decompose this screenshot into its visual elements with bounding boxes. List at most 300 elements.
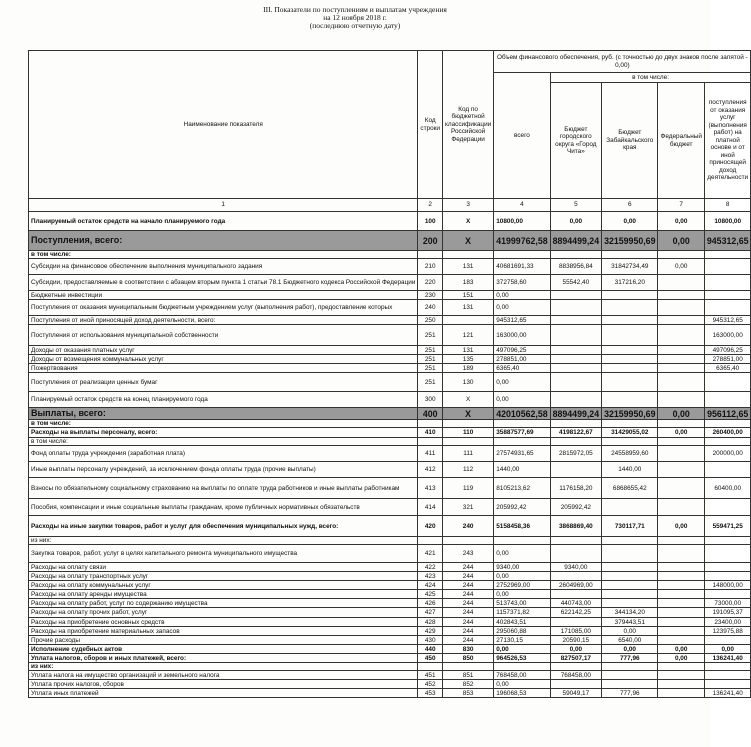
row-name: Расходы на оплату транспортных услуг [29,572,418,581]
row-budget-code: 244 [443,563,494,572]
row-budget-code [443,438,494,446]
row-regional-budget [602,373,658,392]
table-row [29,627,751,636]
row-paid-services [704,251,751,259]
table-row [29,355,751,364]
row-federal-budget [658,608,704,618]
row-code: 251 [418,355,443,364]
row-paid-services: 278851,00 [704,355,751,364]
row-city-budget: 622142,25 [550,608,601,618]
row-name: Расходы на выплаты персоналу, всего: [29,428,418,438]
row-city-budget: 8894499,24 [550,408,601,420]
table-row [29,581,751,590]
row-name: Расходы на иные закупки товаров, работ и услуг для обеспечения муниципальных нужд, всего: [29,516,418,537]
row-name: Бюджетные инвестиции [29,291,418,300]
row-budget-code [443,420,494,428]
table-row [29,438,751,446]
table-row [29,599,751,608]
row-regional-budget [602,291,658,300]
row-regional-budget: 1440,00 [602,462,658,478]
row-federal-budget [658,572,704,581]
row-paid-services: 60400,00 [704,478,751,499]
column-number-row [29,199,751,212]
row-paid-services [704,671,751,680]
row-budget-code: 852 [443,680,494,689]
row-paid-services [704,499,751,516]
row-total: 0,00 [494,572,550,581]
table-row [29,392,751,408]
row-regional-budget [602,671,658,680]
row-regional-budget [602,420,658,428]
row-budget-code: 121 [443,325,494,346]
table-row [29,537,751,545]
row-paid-services [704,420,751,428]
row-budget-code: 850 [443,654,494,663]
row-regional-budget [602,392,658,408]
row-city-budget [550,355,601,364]
row-city-budget [550,663,601,671]
row-total: 9340,00 [494,563,550,572]
row-name: Доходы от возмещения коммунальных услуг [29,355,418,364]
row-code: 400 [418,408,443,420]
row-total: 0,00 [494,680,550,689]
row-paid-services [704,259,751,275]
row-budget-code: 151 [443,291,494,300]
row-code [418,663,443,671]
row-total: 0,00 [494,645,550,654]
row-name: Расходы на оплату аренды имущества [29,590,418,599]
row-city-budget: 8838956,84 [550,259,601,275]
row-name: Поступления от использования муниципальной собственности [29,325,418,346]
row-code: 420 [418,516,443,537]
table-row [29,408,751,420]
table-row [29,275,751,291]
table-header [29,51,751,212]
row-city-budget [550,316,601,325]
row-name: Доходы от оказания платных услуг [29,346,418,355]
row-federal-budget [658,275,704,291]
row-city-budget: 440743,00 [550,599,601,608]
row-budget-code: X [443,392,494,408]
row-total: 0,00 [494,373,550,392]
row-federal-budget [658,663,704,671]
table-row [29,478,751,499]
row-federal-budget [658,420,704,428]
row-paid-services: 6365,40 [704,364,751,373]
row-paid-services: 200000,00 [704,446,751,462]
row-total: 402843,51 [494,618,550,627]
row-paid-services [704,373,751,392]
row-total: 6365,40 [494,364,550,373]
row-regional-budget [602,300,658,316]
row-name: Поступления, всего: [29,231,418,251]
title-note-line: (последнюю отчетную дату) [309,21,401,30]
row-total: 205992,42 [494,499,550,516]
row-regional-budget: 6868655,42 [602,478,658,499]
column-number: 7 [658,199,704,212]
row-budget-code [443,316,494,325]
column-number: 4 [494,199,550,212]
row-code: 430 [418,636,443,645]
row-federal-budget [658,478,704,499]
row-regional-budget [602,364,658,373]
row-city-budget: 2604969,00 [550,581,601,590]
row-city-budget [550,251,601,259]
row-paid-services: 956112,65 [704,408,751,420]
row-budget-code [443,663,494,671]
table-row [29,300,751,316]
row-code: 425 [418,590,443,599]
row-code [418,537,443,545]
table-row [29,346,751,355]
header-total: всего [494,73,550,199]
row-paid-services [704,438,751,446]
row-total: 196068,53 [494,689,550,698]
row-paid-services: 23400,00 [704,618,751,627]
row-code: 251 [418,373,443,392]
table-row [29,663,751,671]
row-regional-budget: 379443,51 [602,618,658,627]
row-total: 1440,00 [494,462,550,478]
table-row [29,608,751,618]
header-city-budget: Бюджет городского округа «Город Чита» [550,83,601,199]
row-paid-services: 163000,00 [704,325,751,346]
row-regional-budget [602,545,658,563]
row-name: Поступления от оказания муниципальным бюджетным учреждением услуг (выполнения работ), предоставление которых [29,300,418,316]
row-regional-budget [602,572,658,581]
row-paid-services: 260400,00 [704,428,751,438]
row-total: 0,00 [494,291,550,300]
row-paid-services [704,572,751,581]
table-row [29,572,751,581]
row-total [494,537,550,545]
row-name: Уплата налогов, сборов и иных платежей, всего: [29,654,418,663]
row-federal-budget: 0,00 [658,259,704,275]
row-regional-budget [602,590,658,599]
row-total: 8105213,62 [494,478,550,499]
row-total: 2752969,00 [494,581,550,590]
header-regional-budget: Бюджет Забайкальского края [602,83,658,199]
row-name: в том числе: [29,420,418,428]
column-number: 5 [550,199,601,212]
row-city-budget [550,373,601,392]
row-city-budget: 827507,17 [550,654,601,663]
row-code: 429 [418,627,443,636]
row-federal-budget [658,499,704,516]
row-city-budget: 2815972,05 [550,446,601,462]
row-paid-services: 497096,25 [704,346,751,355]
row-regional-budget [602,599,658,608]
row-paid-services: 559471,25 [704,516,751,537]
row-budget-code: 131 [443,300,494,316]
row-name: Расходы на оплату коммунальных услуг [29,581,418,590]
row-federal-budget [658,537,704,545]
row-total: 497096,25 [494,346,550,355]
row-budget-code: 244 [443,590,494,599]
row-city-budget [550,545,601,563]
row-budget-code: 244 [443,636,494,645]
row-city-budget [550,291,601,300]
column-number: 1 [29,199,418,212]
row-regional-budget: 31429055,02 [602,428,658,438]
row-federal-budget [658,364,704,373]
row-regional-budget: 777,96 [602,654,658,663]
row-budget-code: 244 [443,608,494,618]
row-federal-budget: 0,00 [658,654,704,663]
row-budget-code: 244 [443,618,494,627]
table-row [29,212,751,231]
row-budget-code: 243 [443,545,494,563]
document-title [0,6,710,30]
row-city-budget [550,300,601,316]
row-city-budget: 0,00 [550,212,601,231]
row-total: 513743,00 [494,599,550,608]
row-regional-budget: 32159950,69 [602,231,658,251]
row-total [494,438,550,446]
row-code: 220 [418,275,443,291]
row-name: в том числе: [29,251,418,259]
row-federal-budget [658,291,704,300]
row-paid-services [704,392,751,408]
row-name: Планируемый остаток средств на конец планируемого года [29,392,418,408]
row-federal-budget [658,438,704,446]
row-name: Планируемый остаток средств на начало планируемого года [29,212,418,231]
table-row [29,420,751,428]
header-paid-services: поступления от оказания услуг (выполнения работ) на платной основе и от иной приносящей доход деятельности [704,83,751,199]
row-budget-code: 111 [443,446,494,462]
row-name: Пособия, компенсации и иные социальные выплаты гражданам, кроме публичных нормативных обязательств [29,499,418,516]
row-paid-services [704,300,751,316]
row-budget-code: 119 [443,478,494,499]
row-budget-code [443,251,494,259]
row-paid-services: 945312,65 [704,316,751,325]
row-name: Иные выплаты персоналу учреждений, за исключением фонда оплаты труда (прочие выплаты) [29,462,418,478]
table-row [29,499,751,516]
row-federal-budget [658,355,704,364]
row-budget-code [443,537,494,545]
row-paid-services [704,680,751,689]
row-city-budget: 59049,17 [550,689,601,698]
row-budget-code: 131 [443,346,494,355]
row-budget-code: 244 [443,581,494,590]
row-name: Поступления от иной приносящей доход деятельности, всего: [29,316,418,325]
row-city-budget: 205992,42 [550,499,601,516]
row-total: 768458,00 [494,671,550,680]
row-code: 251 [418,364,443,373]
row-total [494,420,550,428]
row-budget-code: 240 [443,516,494,537]
row-paid-services: 73000,00 [704,599,751,608]
row-budget-code: 135 [443,355,494,364]
table-row [29,373,751,392]
row-regional-budget [602,355,658,364]
row-regional-budget [602,251,658,259]
row-name: Прочие расходы [29,636,418,645]
row-city-budget [550,325,601,346]
table-row [29,680,751,689]
row-regional-budget: 0,00 [602,645,658,654]
row-city-budget [550,420,601,428]
table-row [29,516,751,537]
row-federal-budget: 0,00 [658,231,704,251]
row-paid-services: 123975,88 [704,627,751,636]
row-total: 278851,00 [494,355,550,364]
row-paid-services [704,590,751,599]
row-name: Расходы на оплату работ, услуг по содержанию имущества [29,599,418,608]
row-regional-budget: 317216,20 [602,275,658,291]
row-name: Исполнение судебных актов [29,645,418,654]
table-row [29,259,751,275]
row-federal-budget [658,671,704,680]
table-row [29,364,751,373]
row-code: 240 [418,300,443,316]
row-total: 1157371,82 [494,608,550,618]
row-paid-services: 136241,40 [704,654,751,663]
title-line: III. Показатели по поступлениям и выплатам учреждения [263,5,447,14]
row-federal-budget [658,618,704,627]
row-city-budget: 55542,40 [550,275,601,291]
row-code: 422 [418,563,443,572]
row-code: 450 [418,654,443,663]
row-regional-budget: 24558959,60 [602,446,658,462]
row-regional-budget: 730117,71 [602,516,658,537]
row-regional-budget [602,325,658,346]
table-row [29,590,751,599]
row-budget-code: 189 [443,364,494,373]
row-city-budget: 768458,00 [550,671,601,680]
row-city-budget: 171085,00 [550,627,601,636]
row-federal-budget [658,599,704,608]
row-code [418,438,443,446]
row-paid-services: 945312,65 [704,231,751,251]
row-name: Субсидии на финансовое обеспечение выполнения муниципального задания [29,259,418,275]
row-regional-budget [602,316,658,325]
row-budget-code: 130 [443,373,494,392]
row-name: Поступления от реализации ценных бумаг [29,373,418,392]
row-name: Уплата налога на имущество организаций и земельного налога [29,671,418,680]
row-name: Расходы на оплату прочих работ, услуг [29,608,418,618]
column-number: 6 [602,199,658,212]
row-code: 440 [418,645,443,654]
row-budget-code: 110 [443,428,494,438]
row-budget-code: 244 [443,572,494,581]
row-regional-budget [602,346,658,355]
row-federal-budget [658,680,704,689]
row-total: 10800,00 [494,212,550,231]
row-federal-budget: 0,00 [658,428,704,438]
row-federal-budget [658,300,704,316]
row-paid-services [704,275,751,291]
row-code: 210 [418,259,443,275]
row-total: 41999762,58 [494,231,550,251]
row-city-budget: 4198122,67 [550,428,601,438]
header-federal-budget: Федеральный бюджет [658,83,704,199]
row-federal-budget [658,627,704,636]
table-row [29,291,751,300]
row-code [418,420,443,428]
row-paid-services [704,545,751,563]
row-federal-budget: 0,00 [658,645,704,654]
row-code: 428 [418,618,443,627]
table-row [29,545,751,563]
table-row [29,316,751,325]
row-budget-code: 244 [443,627,494,636]
table-row [29,618,751,627]
row-paid-services: 148000,00 [704,581,751,590]
header-budget-code: Код по бюджетной классификации Российской Федерации [443,51,494,199]
row-federal-budget [658,446,704,462]
row-total: 945312,65 [494,316,550,325]
column-number: 8 [704,199,751,212]
row-paid-services [704,563,751,572]
row-city-budget: 0,00 [550,645,601,654]
row-budget-code: 321 [443,499,494,516]
table-row [29,446,751,462]
row-city-budget [550,618,601,627]
row-budget-code: 183 [443,275,494,291]
row-budget-code: 244 [443,599,494,608]
row-name: Уплата прочих налогов, сборов [29,680,418,689]
row-federal-budget [658,373,704,392]
row-regional-budget [602,563,658,572]
row-name: Взносы по обязательному социальному страхованию на выплаты по оплате труда работников и иные выплаты работникам [29,478,418,499]
row-total: 163000,00 [494,325,550,346]
row-budget-code: X [443,231,494,251]
row-code: 251 [418,325,443,346]
row-name: из них: [29,537,418,545]
table-row [29,231,751,251]
table-row [29,636,751,645]
row-federal-budget [658,346,704,355]
header-volume: Объем финансового обеспечения, руб. (с точностью до двух знаков после запятой - 0,00) [494,51,751,73]
header-including: в том числе: [550,73,751,83]
row-paid-services: 191095,37 [704,608,751,618]
row-city-budget: 3868869,40 [550,516,601,537]
row-code: 230 [418,291,443,300]
row-total [494,251,550,259]
row-total: 35887577,69 [494,428,550,438]
row-federal-budget [658,462,704,478]
row-city-budget: 1176158,20 [550,478,601,499]
row-name: Уплата иных платежей [29,689,418,698]
row-city-budget [550,537,601,545]
row-paid-services [704,636,751,645]
table-row [29,325,751,346]
row-code: 424 [418,581,443,590]
row-total: 27130,15 [494,636,550,645]
row-budget-code: 853 [443,689,494,698]
row-paid-services: 10800,00 [704,212,751,231]
row-code: 300 [418,392,443,408]
row-federal-budget: 0,00 [658,516,704,537]
row-city-budget [550,438,601,446]
row-name: Расходы на приобретение материальных запасов [29,627,418,636]
row-budget-code: 131 [443,259,494,275]
table-row [29,428,751,438]
row-federal-budget: 0,00 [658,408,704,420]
row-city-budget [550,590,601,599]
row-name: Расходы на приобретение основных средств [29,618,418,627]
row-regional-budget [602,680,658,689]
row-paid-services [704,291,751,300]
row-total [494,663,550,671]
row-name: из них: [29,663,418,671]
row-federal-budget [658,316,704,325]
row-regional-budget [602,438,658,446]
row-regional-budget: 0,00 [602,627,658,636]
row-city-budget [550,392,601,408]
row-code: 411 [418,446,443,462]
